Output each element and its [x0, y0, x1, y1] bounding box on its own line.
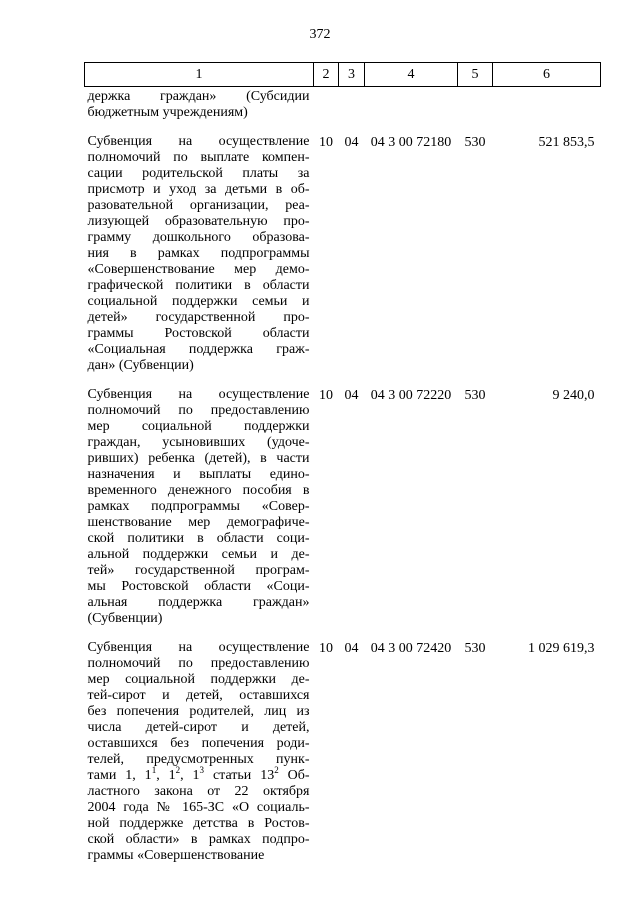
description-line: ластного закона от 22 октября [87, 784, 310, 799]
description-line: мы Ростовской области «Соци- [87, 579, 310, 594]
description-line: грамму дошкольного образова- [87, 230, 310, 245]
amount-value: 9 240,0 [552, 388, 595, 403]
table-header-row [85, 63, 601, 87]
section-code: 10 [319, 641, 333, 656]
description-line: бюджетным учреждениям) [87, 105, 248, 120]
column-header: 6 [493, 63, 601, 87]
description-line: без попечения родителей, лиц из [87, 704, 310, 719]
description-line: мер социальной поддержки [87, 419, 310, 434]
description-line: телей, предусмотренных пунк- [87, 752, 310, 767]
expense-description [85, 87, 314, 122]
description-line: сации родительской платы за [87, 166, 310, 181]
subsection-code: 04 [344, 641, 359, 656]
description-line: назначения и выплаты едино- [87, 467, 310, 482]
table-row [85, 627, 601, 864]
description-line: граммы Ростовской области [87, 326, 310, 341]
expense-description [85, 374, 314, 627]
description-line: оставшихся без попечения роди- [87, 736, 310, 751]
description-line: разовательной организации, реа- [87, 198, 310, 213]
description-line: социальной поддержки семьи и [87, 294, 310, 309]
column-header: 2 [314, 63, 339, 87]
description-line: граммы «Совершенствование [87, 848, 265, 863]
target-article-code: 04 3 00 72420 [370, 641, 452, 656]
column-header: 3 [339, 63, 365, 87]
section-code [314, 87, 339, 122]
description-line: дан» (Субвенции) [87, 358, 194, 373]
page-number: 372 [309, 27, 331, 42]
table-row [85, 87, 601, 122]
description-line: мер социальной поддержки де- [87, 672, 310, 687]
description-line: «Совершенствование мер демо- [87, 262, 310, 277]
description-line: ния в рамках подпрограммы [87, 246, 310, 261]
column-header: 5 [458, 63, 493, 87]
description-line: шенствование мер демографиче- [87, 515, 310, 530]
amount-value [493, 87, 601, 122]
subsection-code: 04 [344, 135, 359, 150]
column-header: 4 [365, 63, 458, 87]
description-line: ной поддержке детства в Ростов- [87, 816, 310, 831]
description-line: лизующей образовательную про- [87, 214, 310, 229]
budget-table [84, 62, 601, 864]
description-line: держка граждан» (Субсидии [87, 89, 310, 104]
description-line: Субвенция на осуществление [87, 640, 310, 655]
description-line: полномочий по предоставлению [87, 656, 310, 671]
expense-type-code: 530 [464, 641, 486, 656]
description-line: графической политики в области [87, 278, 310, 293]
description-line: присмотр и уход за детьми в об- [87, 182, 310, 197]
description-line: ской политики в области соци- [87, 531, 310, 546]
amount-value: 1 029 619,3 [528, 641, 595, 656]
description-line: полномочий по предоставлению [87, 403, 310, 418]
description-line: тей» государственной програм- [87, 563, 310, 578]
target-article-code [365, 87, 458, 122]
target-article-code: 04 3 00 72220 [370, 388, 452, 403]
subsection-code [339, 87, 365, 122]
description-line: 2004 года № 165-ЗС «О социаль- [87, 800, 310, 815]
description-line: ривших) ребенка (детей), в части [87, 451, 310, 466]
description-line: граждан, усыновивших (удоче- [87, 435, 310, 450]
description-line: тами 1, $1^1$, $1^2$, $1^3$ статьи $13^2$ Об- [87, 765, 310, 783]
description-line: временного денежного пособия в [87, 483, 310, 498]
description-line: тей-сирот и детей, оставшихся [87, 688, 310, 703]
subsection-code: 04 [344, 388, 359, 403]
table-row [85, 121, 601, 374]
amount-value: 521 853,5 [538, 135, 595, 150]
description-line: (Субвенции) [87, 611, 163, 626]
description-line: числа детей-сирот и детей, [87, 720, 310, 735]
column-header: 1 [85, 63, 314, 87]
description-line: Субвенция на осуществление [87, 134, 310, 149]
expense-description [85, 627, 314, 864]
description-line: альной поддержки семьи и де- [87, 547, 310, 562]
section-code: 10 [319, 388, 333, 403]
expense-type-code [458, 87, 493, 122]
expense-type-code: 530 [464, 135, 486, 150]
description-line: Субвенция на осуществление [87, 387, 310, 402]
description-line: рамках подпрограммы «Совер- [87, 499, 310, 514]
description-line: полномочий по выплате компен- [87, 150, 310, 165]
description-line: детей» государственной про- [87, 310, 310, 325]
expense-description [85, 121, 314, 374]
description-line: «Социальная поддержка граж- [87, 342, 310, 357]
description-line: альная поддержка граждан» [87, 595, 310, 610]
section-code: 10 [319, 135, 333, 150]
table-row [85, 374, 601, 627]
description-line: ской области» в рамках подпро- [87, 832, 310, 847]
target-article-code: 04 3 00 72180 [370, 135, 452, 150]
expense-type-code: 530 [464, 388, 486, 403]
